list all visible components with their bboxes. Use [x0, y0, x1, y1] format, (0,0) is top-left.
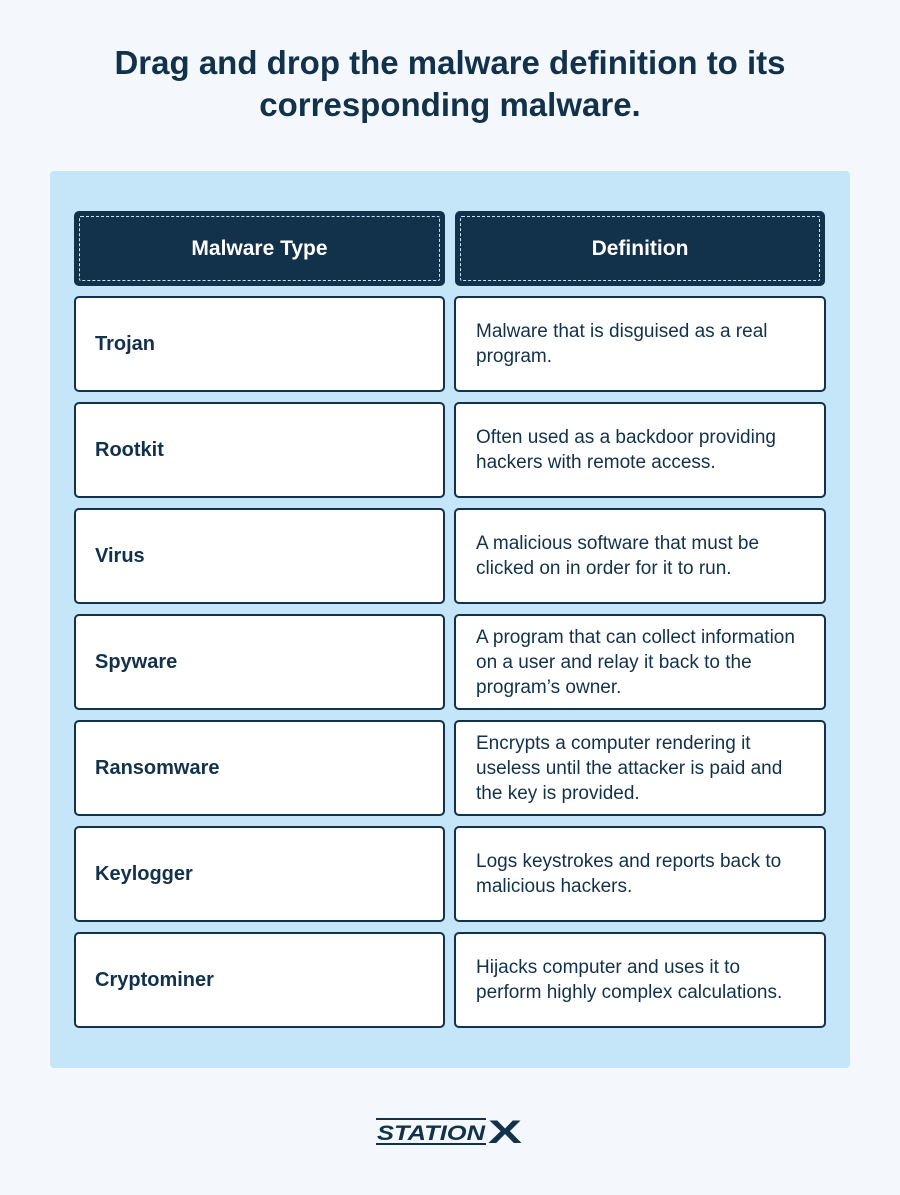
malware-type-rootkit[interactable]: Rootkit	[74, 402, 445, 498]
definition-slot[interactable]: Often used as a backdoor providing hackers with remote access.	[454, 402, 826, 498]
matching-board	[50, 171, 850, 1068]
definition-slot[interactable]: A malicious software that must be clicked on in order for it to run.	[454, 508, 826, 604]
definition-header: Definition	[455, 211, 825, 286]
brand-x-mark: X	[488, 1116, 524, 1146]
page-title: Drag and drop the malware definition to its corresponding malware.	[114, 44, 786, 123]
definition-slot[interactable]: A program that can collect information on a user and relay it back to the program’s owner.	[454, 614, 826, 710]
malware-type-keylogger[interactable]: Keylogger	[74, 826, 445, 922]
brand-wordmark: STATION	[377, 1122, 487, 1145]
malware-type-header: Malware Type	[74, 211, 445, 286]
definition-slot[interactable]: Encrypts a computer rendering it useless until the attacker is paid and the key is provided.	[454, 720, 826, 816]
stationx-logo	[376, 1116, 524, 1146]
definition-slot[interactable]: Malware that is disguised as a real program.	[454, 296, 826, 392]
malware-type-trojan[interactable]: Trojan	[74, 296, 445, 392]
definition-slot[interactable]: Logs keystrokes and reports back to malicious hackers.	[454, 826, 826, 922]
malware-type-cryptominer[interactable]: Cryptominer	[74, 932, 445, 1028]
malware-type-virus[interactable]: Virus	[74, 508, 445, 604]
malware-type-ransomware[interactable]: Ransomware	[74, 720, 445, 816]
definition-slot[interactable]: Hijacks computer and uses it to perform highly complex calculations.	[454, 932, 826, 1028]
malware-type-spyware[interactable]: Spyware	[74, 614, 445, 710]
